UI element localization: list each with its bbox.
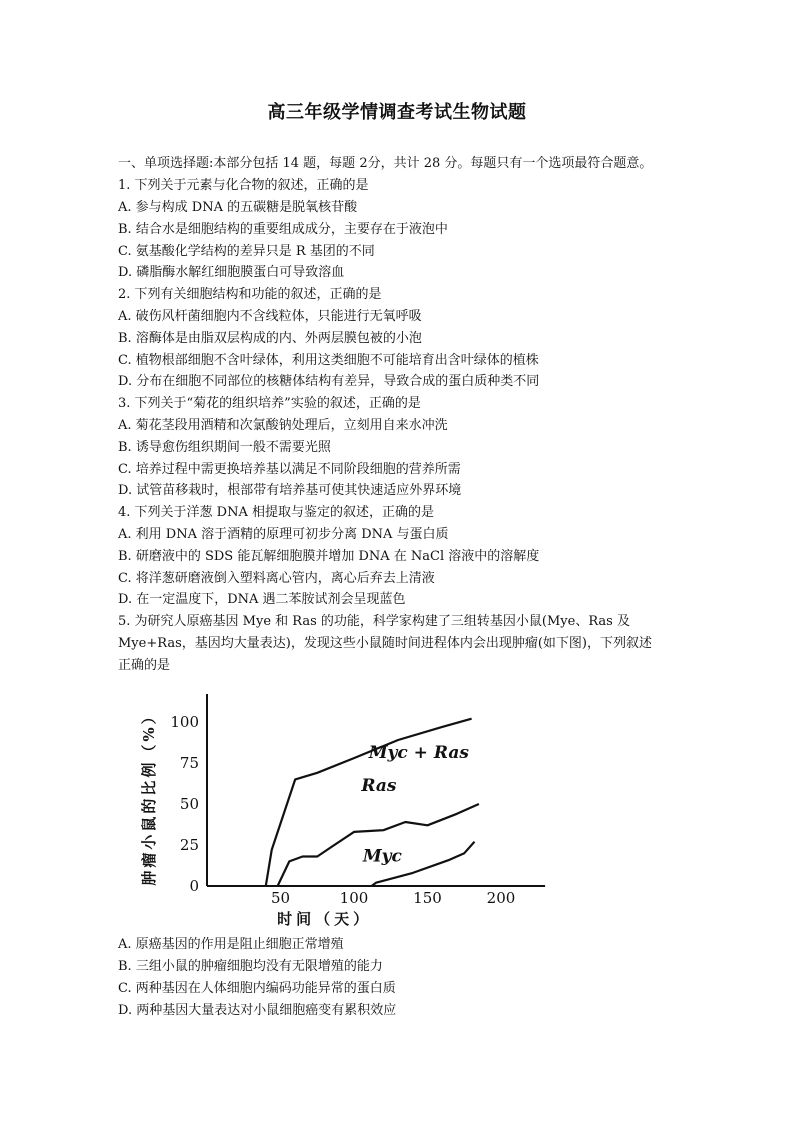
q3-option-b: B. 诱导愈伤组织期间一般不需要光照 [118, 440, 331, 455]
q1-stem: 1. 下列关于元素与化合物的叙述，正确的是 [118, 178, 369, 193]
series-label: Myc + Ras [368, 743, 469, 764]
q5-stem-line-3: 正确的是 [118, 658, 171, 673]
y-axis-label: 肿瘤小鼠的比例（%） [140, 706, 158, 886]
q3-stem: 3. 下列关于“菊花的组织培养”实验的叙述，正确的是 [118, 396, 421, 411]
page-title: 高三年级学情调查考试生物试题 [267, 102, 527, 123]
x-tick-label: 150 [413, 889, 442, 907]
q4-option-c: C. 将洋葱研磨液倒入塑料离心管内，离心后弃去上清液 [118, 571, 435, 586]
q2-option-b: B. 溶酶体是由脂双层构成的内、外两层膜包被的小泡 [118, 331, 422, 346]
q2-option-c: C. 植物根部细胞不含叶绿体，利用这类细胞不可能培育出含叶绿体的植株 [118, 353, 539, 368]
y-tick-label: 75 [179, 754, 199, 772]
y-tick-label: 0 [189, 877, 199, 895]
q1-option-d: D. 磷脂酶水解红细胞膜蛋白可导致溶血 [118, 265, 345, 280]
y-tick-label: 25 [179, 836, 199, 854]
x-axis-label: 时间（天） [277, 910, 373, 928]
q3-option-d: D. 试管苗移栽时，根部带有培养基可使其快速适应外界环境 [118, 483, 462, 498]
q4-option-b: B. 研磨液中的 SDS 能瓦解细胞膜并增加 DNA 在 NaCl 溶液中的溶解度 [118, 549, 540, 564]
series-label: Ras [361, 775, 397, 796]
q2-option-d: D. 分布在细胞不同部位的核糖体结构有差异，导致合成的蛋白质种类不同 [118, 374, 540, 389]
q2-option-a: A. 破伤风杆菌细胞内不含线粒体，只能进行无氧呼吸 [118, 309, 422, 324]
q5-option-a: A. 原癌基因的作用是阻止细胞正常增殖 [118, 937, 344, 952]
q5-stem-line-2: Mye+Ras，基因均大量表达)，发现这些小鼠随时间进程体内会出现肿瘤(如下图)，下列叙述 [118, 636, 652, 651]
x-tick-label: 50 [270, 889, 291, 907]
q5-option-c: C. 两种基因在人体细胞内编码功能异常的蛋白质 [118, 981, 396, 996]
tumor-incidence-chart [140, 688, 516, 938]
q1-option-b: B. 结合水是细胞结构的重要组成成分，主要存在于液泡中 [118, 222, 448, 237]
q5-stem-line-1: 5. 为研究人原癌基因 Mye 和 Ras 的功能，科学家构建了三组转基因小鼠(Mye、Ras 及 [118, 614, 630, 629]
x-tick-label: 100 [339, 889, 369, 907]
q5-option-d: D. 两种基因大量表达对小鼠细胞癌变有累积效应 [118, 1003, 397, 1018]
q5-option-b: B. 三组小鼠的肿瘤细胞均没有无限增殖的能力 [118, 959, 383, 974]
series-line-2 [278, 804, 479, 886]
q4-option-d: D. 在一定温度下，DNA 遇二苯胺试剂会呈现蓝色 [118, 592, 406, 607]
q2-stem: 2. 下列有关细胞结构和功能的叙述，正确的是 [118, 287, 382, 302]
q4-option-a: A. 利用 DNA 溶于酒精的原理可初步分离 DNA 与蛋白质 [118, 527, 449, 542]
q1-option-a: A. 参与构成 DNA 的五碳糖是脱氧核苷酸 [118, 200, 358, 215]
series-label: Myc [362, 846, 402, 867]
q3-option-a: A. 菊花茎段用酒精和次氯酸钠处理后，立刻用自来水冲洗 [118, 418, 448, 433]
q1-option-c: C. 氨基酸化学结构的差异只是 R 基团的不同 [118, 244, 375, 259]
y-tick-label: 50 [179, 795, 199, 813]
q3-option-c: C. 培养过程中需更换培养基以满足不同阶段细胞的营养所需 [118, 462, 461, 477]
y-tick-label: 100 [170, 713, 199, 731]
section-header: 一、单项选择题:本部分包括 14 题，每题 2分，共计 28 分。每题只有一个选项最符合题意。 [118, 156, 653, 171]
x-tick-label: 200 [486, 889, 516, 907]
q4-stem: 4. 下列关于洋葱 DNA 相提取与鉴定的叙述，正确的是 [118, 505, 434, 520]
